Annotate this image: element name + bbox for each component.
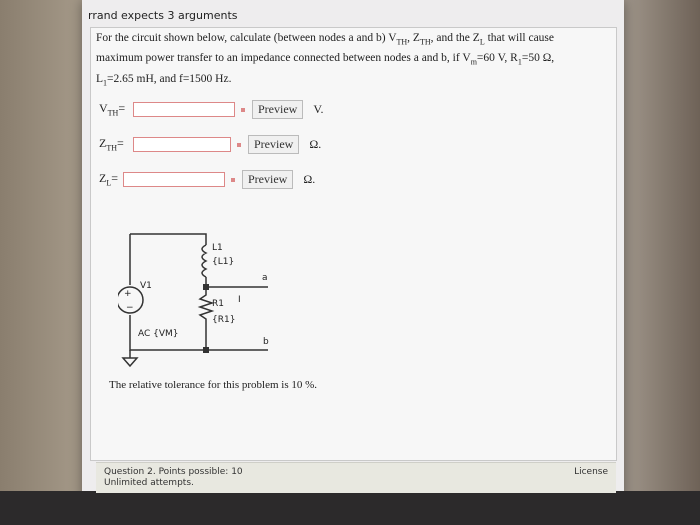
node-b-dot — [203, 347, 209, 353]
node-b-label: b — [263, 337, 269, 347]
node-a-wire — [206, 277, 268, 287]
zth-preview-button[interactable]: Preview — [248, 135, 299, 154]
vth-label: $V_{TH}=$ — [99, 101, 126, 118]
l1-name: L1 — [212, 243, 223, 253]
attempts-info: Unlimited attempts. — [104, 478, 194, 488]
vth-input[interactable] — [133, 102, 235, 117]
r1-value: {R1} — [212, 315, 236, 325]
tolerance-note: The relative tolerance for this problem is 10 %. — [109, 379, 318, 391]
zl-input[interactable] — [123, 172, 225, 187]
l1-value: {L1} — [212, 257, 235, 267]
node-a-dot — [203, 284, 209, 290]
zth-input[interactable] — [133, 137, 231, 152]
resistor-r1 — [200, 287, 212, 350]
minus-sign: − — [126, 303, 134, 313]
zth-unit: Ω. — [309, 137, 322, 151]
status-dot — [231, 178, 235, 182]
vth-preview-button[interactable]: Preview — [252, 100, 303, 119]
warning-message: rrand expects 3 arguments — [88, 9, 238, 22]
vth-unit: V. — [313, 102, 324, 116]
answer-row-vth — [99, 100, 323, 119]
v1-value: AC {VM} — [138, 329, 179, 339]
ground-icon — [123, 350, 137, 366]
top-wire — [130, 234, 206, 245]
monitor-bezel — [0, 491, 700, 525]
circuit-diagram — [118, 230, 298, 370]
plus-sign: + — [124, 289, 132, 299]
status-dot — [241, 108, 245, 112]
node-a-label: a — [262, 273, 268, 283]
zl-label: $Z_L=$ — [99, 171, 119, 188]
zth-label: $Z_{TH}=$ — [99, 136, 124, 153]
v1-name: V1 — [140, 281, 152, 291]
zl-unit: Ω. — [303, 172, 316, 186]
inductor-l1 — [202, 245, 206, 277]
answer-row-zl — [99, 170, 315, 189]
r1-name: R1 — [212, 299, 224, 309]
question-info: Question 2. Points possible: 10 — [104, 467, 243, 477]
text-cursor-icon: I — [238, 295, 241, 305]
zl-preview-button[interactable]: Preview — [242, 170, 293, 189]
question-footer — [96, 462, 616, 493]
license-link[interactable]: License — [574, 467, 608, 477]
answer-row-zth — [99, 135, 321, 154]
status-dot — [237, 143, 241, 147]
problem-text: For the circuit shown below, calculate (between nodes a and b) $V_{TH}$, $Z_{TH}$, and the $Z_L$ that will cause maximum power transfer to an impedance connected between nodes a and b, if $V_m=60$ V, $R_1=50$ Ω, $L_1=2.65$ mH, and f=1500 Hz. — [96, 32, 555, 87]
